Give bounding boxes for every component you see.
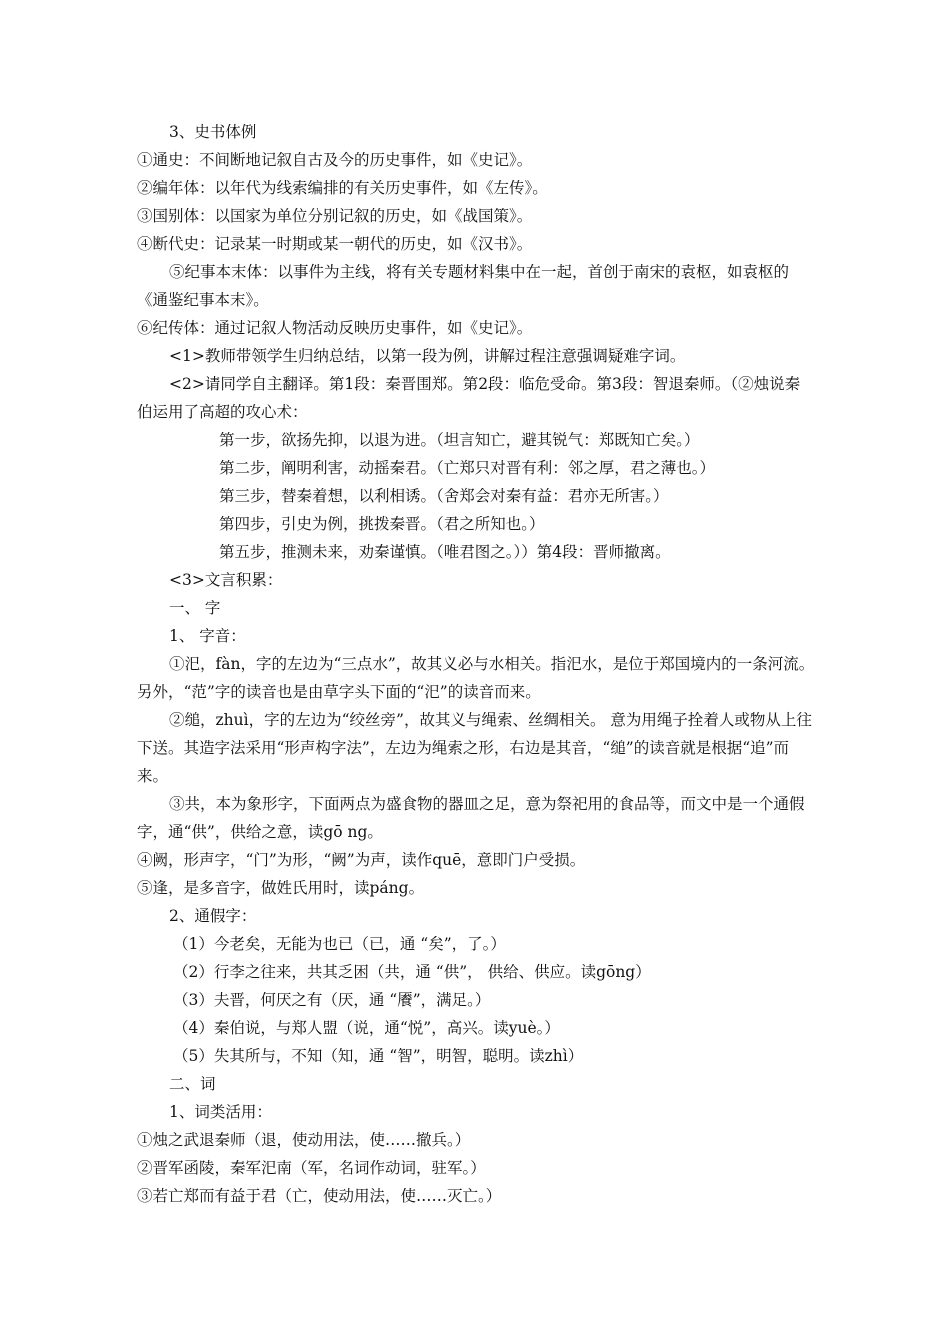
step-line: 第二步，阐明利害，动摇秦君。（亡郑只对晋有利：邻之厚，君之薄也。） xyxy=(219,459,716,477)
text-paragraph: ①汜，fàn，字的左边为“三点水”，故其义必与水相关。指汜水，是位于郑国境内的一条河流。另外，“范”字的读音也是由草字头下面的“汜”的读音而来。 xyxy=(137,655,815,701)
text-paragraph: ⑤纪事本末体：以事件为主线，将有关专题材料集中在一起，首创于南宋的袁枢，如袁枢的《通鉴纪事本末》。 xyxy=(137,263,790,309)
list-item: （3）夫晋，何厌之有（厌，通 “餍”，满足。） xyxy=(173,991,491,1009)
text-line: ③若亡郑而有益于君（亡，使动用法，使……灭亡。） xyxy=(137,1187,502,1205)
text-line: <1>教师带领学生归纳总结，以第一段为例，讲解过程注意强调疑难字词。 xyxy=(169,347,686,365)
text-line: ②晋军函陵，秦军汜南（军，名词作动词，驻军。） xyxy=(137,1159,486,1177)
step-line: 第四步，引史为例，挑拨秦晋。（君之所知也。） xyxy=(219,515,545,533)
text-line: ①通史：不间断地记叙自古及今的历史事件，如《史记》。 xyxy=(137,151,533,169)
list-item: （2）行李之往来，共其乏困（共，通 “供”， 供给、供应。读gōng） xyxy=(173,963,651,981)
subsection-heading-word-class: 1、词类活用： xyxy=(169,1103,272,1121)
text-line: ⑤逢，是多音字，做姓氏用时，读páng。 xyxy=(137,879,425,897)
text-line: ⑥纪传体：通过记叙人物活动反映历史事件，如《史记》。 xyxy=(137,319,533,337)
section-heading-historiography: 3、史书体例 xyxy=(169,123,257,141)
text-paragraph: <2>请同学自主翻译。第1段：秦晋围郑。第2段：临危受命。第3段：智退秦师。（②烛说秦伯运用了高超的攻心术： xyxy=(137,375,801,421)
section-heading-characters: 一、 字 xyxy=(169,599,221,617)
text-line: ①烛之武退秦师（退，使动用法，使……撤兵。） xyxy=(137,1131,471,1149)
step-line: 第一步，欲扬先抑，以退为进。（坦言知亡，避其锐气：郑既知亡矣。） xyxy=(219,431,700,449)
text-line: ④阙，形声字，“门”为形，“阙”为声，读作quē，意即门户受损。 xyxy=(137,851,586,869)
step-line: 第五步，推测未来，劝秦谨慎。（唯君图之。））第4段：晋师撤离。 xyxy=(219,543,671,561)
text-line: ③国别体：以国家为单位分别记叙的历史，如《战国策》。 xyxy=(137,207,533,225)
text-line: ④断代史：记录某一时期或某一朝代的历史，如《汉书》。 xyxy=(137,235,533,253)
step-line: 第三步，替秦着想，以利相诱。（舍郑会对秦有益：君亦无所害。） xyxy=(219,487,669,505)
list-item: （5）失其所与，不知（知，通 “智”，明智，聪明。读zhì） xyxy=(173,1047,584,1065)
list-item: （1）今老矣，无能为也已（已，通 “矣”，了。） xyxy=(173,935,506,953)
list-item: （4）秦伯说，与郑人盟（说，通“悦”，高兴。读yuè。） xyxy=(173,1019,560,1037)
text-line: ②编年体：以年代为线索编排的有关历史事件，如《左传》。 xyxy=(137,179,548,197)
text-paragraph: ③共，本为象形字，下面两点为盛食物的器皿之足，意为祭祀用的食品等，而文中是一个通假字，通“供”，供给之意，读gō ng。 xyxy=(137,795,805,841)
section-heading-words: 二、词 xyxy=(169,1075,216,1093)
text-line: <3>文言积累： xyxy=(169,571,283,589)
text-paragraph: ②缒，zhuì，字的左边为“绞丝旁”，故其义与绳索、丝绸相关。 意为用绳子拴着人或物从上往下送。其造字法采用“形声构字法”，左边为绳索之形，右边是其音，“缒”的读音就是根据“追”而来。 xyxy=(137,711,812,785)
subsection-heading-pronunciation: 1、 字音： xyxy=(169,627,246,645)
subsection-heading-loan-characters: 2、通假字： xyxy=(169,907,257,925)
